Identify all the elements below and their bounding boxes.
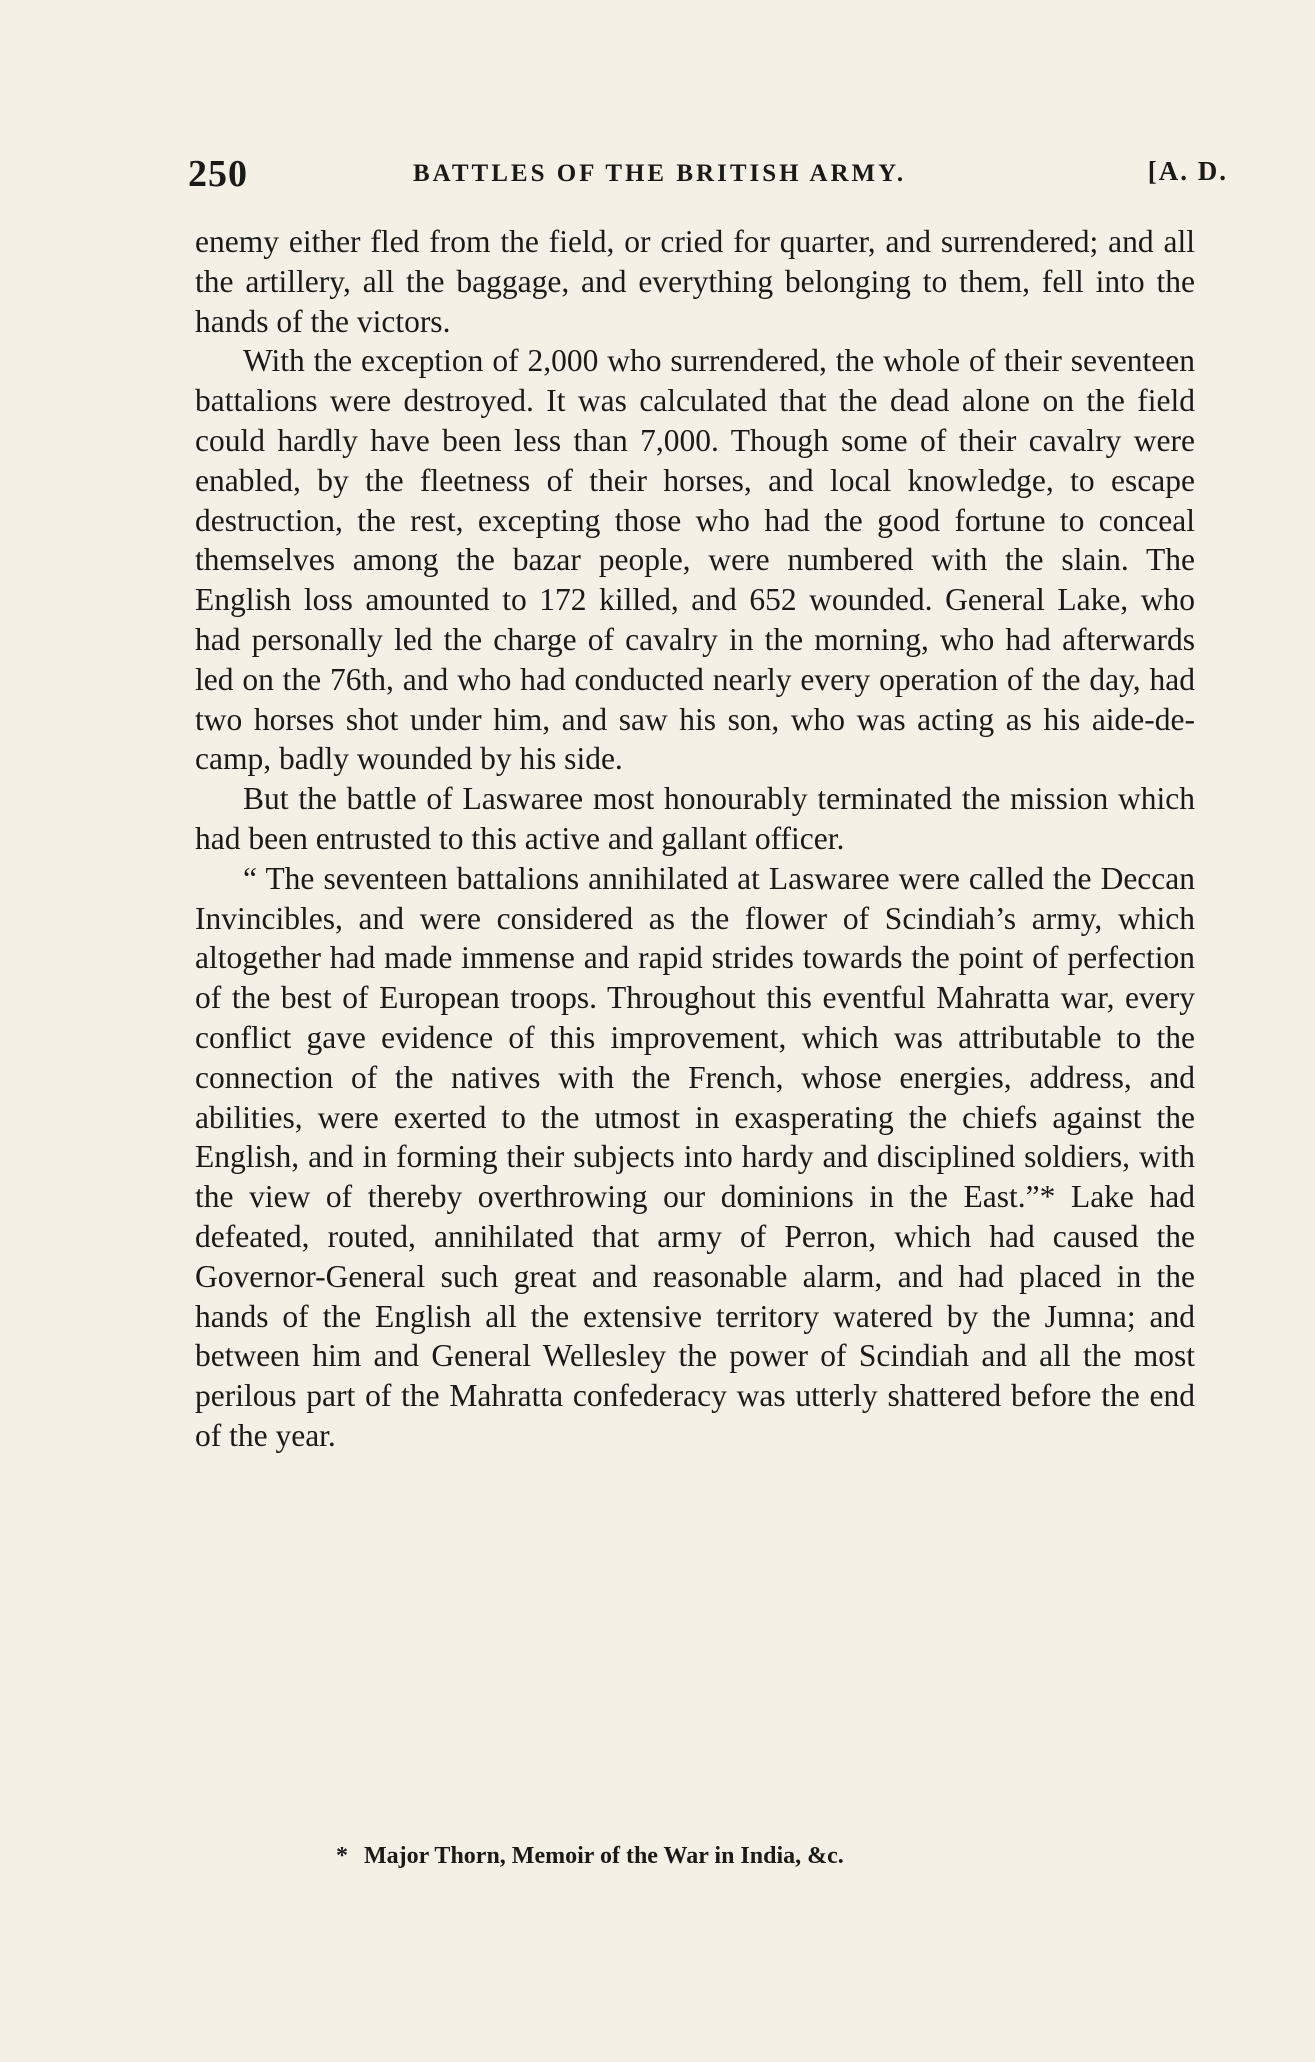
paragraph-quotation: “ The seventeen battalions annihilated at Laswaree were called the Deccan Invincibles, and were considered as the flower of Scindiah’s army, which altogether had made immense and rapid strides towards the point of perfection of the best of European troops. Throughout this eventful Mahratta war, every conflict gave evidence of this improvement, which was attributable to the connection of the natives with the French, whose energies, address, and abilities, were exerted to the utmost in exasperating the chiefs against the English, and in forming their subjects into hardy and disciplined soldiers, with the view of thereby overthrowing our dominions in the East.”* Lake had defeated, routed, annihilated that army of Perron, which had caused the Governor-General such great and reasonable alarm, and had placed in the hands of the English all the extensive territory watered by the Jumna; and between him and General Wellesley the power of Scindiah and all the most perilous part of the Mahratta confederacy was utterly shattered before the end of the year. bbox=[195, 860, 1195, 1453]
footnote-text: Major Thorn, Memoir of the War in India, &c. bbox=[364, 1843, 844, 1869]
page-header bbox=[188, 152, 1228, 202]
year-mark: [A. D. bbox=[1147, 156, 1228, 186]
paragraph-losses: With the exception of 2,000 who surrendered, the whole of their seventeen battalions were destroyed. It was calculated that the dead alone on the field could hardly have been less than 7,000. Though some of their cavalry were enabled, by the fleetness of their horses, and local knowledge, to escape destruction, the rest, excepting those who had the good fortune to conceal themselves among the bazar people, were numbered with the slain. The English loss amounted to 172 killed, and 652 wounded. General Lake, who had personally led the charge of cavalry in the morning, who had afterwards led on the 76th, and who had conducted nearly every operation of the day, had two horses shot under him, and saw his son, who was acting as his aide-de-camp, badly wounded by his side. bbox=[195, 343, 1195, 777]
body-text bbox=[195, 222, 1195, 1456]
paragraph-laswaree: But the battle of Laswaree most honourably terminated the mission which had been entrusted to this active and gallant officer. bbox=[195, 781, 1195, 856]
paragraph-continuation: enemy either fled from the field, or cried for quarter, and surrendered; and all the artillery, all the baggage, and everything belonging to them, fell into the hands of the victors. bbox=[195, 224, 1195, 339]
footnote bbox=[336, 1843, 844, 1870]
footnote-marker: * bbox=[336, 1843, 348, 1869]
running-title: BATTLES OF THE BRITISH ARMY. bbox=[413, 160, 907, 187]
page-number: 250 bbox=[188, 153, 248, 195]
